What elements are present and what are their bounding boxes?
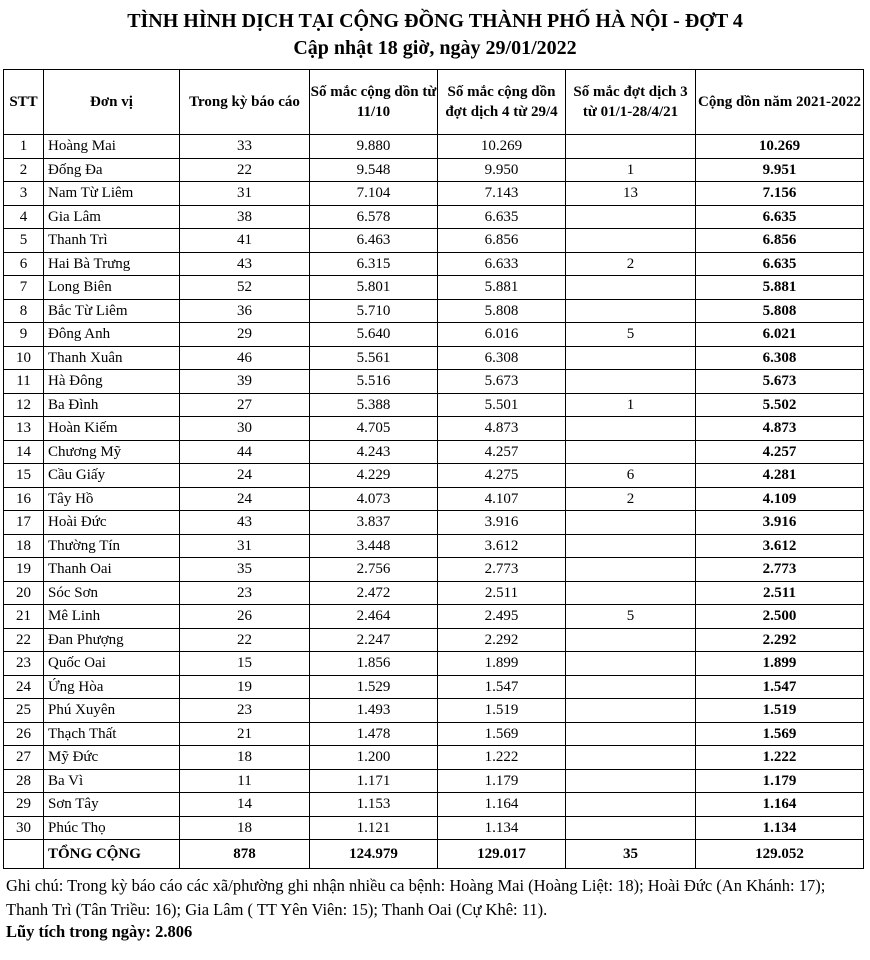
stt-cell: 2 xyxy=(4,158,44,182)
from-11-10-cell: 9.548 xyxy=(310,158,438,182)
in-period-cell: 43 xyxy=(180,252,310,276)
header-wave4: Số mắc cộng dồn đợt dịch 4 từ 29/4 xyxy=(438,70,566,135)
unit-cell: Thanh Xuân xyxy=(44,346,180,370)
page-title: TÌNH HÌNH DỊCH TẠI CỘNG ĐỒNG THÀNH PHỐ HÀ NỘI - ĐỢT 4 xyxy=(127,10,743,32)
from-11-10-cell: 7.104 xyxy=(310,182,438,206)
cumulative-cell: 1.899 xyxy=(696,652,864,676)
in-period-cell: 22 xyxy=(180,628,310,652)
wave3-cell xyxy=(566,699,696,723)
wave3-cell xyxy=(566,652,696,676)
wave3-cell xyxy=(566,558,696,582)
table-row xyxy=(4,205,864,229)
unit-cell: Hoài Đức xyxy=(44,511,180,535)
from-11-10-cell: 5.561 xyxy=(310,346,438,370)
table-row xyxy=(4,135,864,159)
total-row xyxy=(4,840,864,869)
in-period-cell: 36 xyxy=(180,299,310,323)
wave4-cell: 1.179 xyxy=(438,769,566,793)
wave3-cell xyxy=(566,440,696,464)
wave4-cell: 1.164 xyxy=(438,793,566,817)
unit-cell: Đan Phượng xyxy=(44,628,180,652)
stt-cell: 21 xyxy=(4,605,44,629)
from-11-10-cell: 4.243 xyxy=(310,440,438,464)
stt-cell: 23 xyxy=(4,652,44,676)
wave3-cell: 5 xyxy=(566,323,696,347)
in-period-cell: 52 xyxy=(180,276,310,300)
in-period-cell: 11 xyxy=(180,769,310,793)
in-period-cell: 39 xyxy=(180,370,310,394)
in-period-cell: 21 xyxy=(180,722,310,746)
table-row xyxy=(4,417,864,441)
page-subtitle: Cập nhật 18 giờ, ngày 29/01/2022 xyxy=(293,37,577,59)
cumulative-cell: 5.808 xyxy=(696,299,864,323)
table-row xyxy=(4,440,864,464)
wave4-cell: 1.547 xyxy=(438,675,566,699)
wave4-cell: 5.501 xyxy=(438,393,566,417)
daily-total: Lũy tích trong ngày: 2.806 xyxy=(6,922,193,941)
wave4-cell: 1.899 xyxy=(438,652,566,676)
cumulative-cell: 1.569 xyxy=(696,722,864,746)
table-row xyxy=(4,511,864,535)
wave4-cell: 4.257 xyxy=(438,440,566,464)
from-11-10-cell: 9.880 xyxy=(310,135,438,159)
wave4-cell: 3.916 xyxy=(438,511,566,535)
unit-cell: Hai Bà Trưng xyxy=(44,252,180,276)
table-row xyxy=(4,722,864,746)
from-11-10-cell: 1.200 xyxy=(310,746,438,770)
stt-cell: 16 xyxy=(4,487,44,511)
unit-cell: Mỹ Đức xyxy=(44,746,180,770)
header-cumulative: Cộng dồn năm 2021-2022 xyxy=(696,70,864,135)
wave3-cell xyxy=(566,205,696,229)
from-11-10-cell: 5.710 xyxy=(310,299,438,323)
from-11-10-cell: 2.464 xyxy=(310,605,438,629)
cumulative-cell: 1.164 xyxy=(696,793,864,817)
stt-cell: 17 xyxy=(4,511,44,535)
stt-cell: 20 xyxy=(4,581,44,605)
stt-cell: 22 xyxy=(4,628,44,652)
in-period-cell: 18 xyxy=(180,746,310,770)
unit-cell: Tây Hồ xyxy=(44,487,180,511)
cumulative-cell: 4.281 xyxy=(696,464,864,488)
stt-cell: 1 xyxy=(4,135,44,159)
unit-cell: Cầu Giấy xyxy=(44,464,180,488)
table-row xyxy=(4,182,864,206)
unit-cell: Phú Xuyên xyxy=(44,699,180,723)
total-in-period: 878 xyxy=(180,840,310,869)
in-period-cell: 27 xyxy=(180,393,310,417)
in-period-cell: 35 xyxy=(180,558,310,582)
wave4-cell: 5.808 xyxy=(438,299,566,323)
wave3-cell xyxy=(566,299,696,323)
wave4-cell: 6.856 xyxy=(438,229,566,253)
table-row xyxy=(4,675,864,699)
table-row xyxy=(4,793,864,817)
stt-cell: 30 xyxy=(4,816,44,840)
in-period-cell: 44 xyxy=(180,440,310,464)
in-period-cell: 14 xyxy=(180,793,310,817)
wave3-cell: 6 xyxy=(566,464,696,488)
stt-cell: 29 xyxy=(4,793,44,817)
cumulative-cell: 2.511 xyxy=(696,581,864,605)
cumulative-cell: 2.292 xyxy=(696,628,864,652)
total-wave4: 129.017 xyxy=(438,840,566,869)
in-period-cell: 26 xyxy=(180,605,310,629)
wave4-cell: 6.016 xyxy=(438,323,566,347)
cumulative-cell: 1.134 xyxy=(696,816,864,840)
wave4-cell: 4.275 xyxy=(438,464,566,488)
from-11-10-cell: 1.493 xyxy=(310,699,438,723)
in-period-cell: 24 xyxy=(180,487,310,511)
wave4-cell: 3.612 xyxy=(438,534,566,558)
in-period-cell: 29 xyxy=(180,323,310,347)
from-11-10-cell: 5.516 xyxy=(310,370,438,394)
wave3-cell xyxy=(566,276,696,300)
cumulative-cell: 1.519 xyxy=(696,699,864,723)
stt-cell: 25 xyxy=(4,699,44,723)
wave3-cell: 5 xyxy=(566,605,696,629)
stt-cell: 13 xyxy=(4,417,44,441)
cumulative-cell: 6.856 xyxy=(696,229,864,253)
in-period-cell: 23 xyxy=(180,581,310,605)
wave3-cell xyxy=(566,581,696,605)
wave4-cell: 1.569 xyxy=(438,722,566,746)
wave4-cell: 6.308 xyxy=(438,346,566,370)
table-row xyxy=(4,628,864,652)
total-stt-cell xyxy=(4,840,44,869)
wave4-cell: 7.143 xyxy=(438,182,566,206)
wave4-cell: 2.292 xyxy=(438,628,566,652)
wave3-cell xyxy=(566,628,696,652)
total-from-11-10: 124.979 xyxy=(310,840,438,869)
wave4-cell: 5.881 xyxy=(438,276,566,300)
wave3-cell: 1 xyxy=(566,393,696,417)
in-period-cell: 18 xyxy=(180,816,310,840)
unit-cell: Phúc Thọ xyxy=(44,816,180,840)
unit-cell: Bắc Từ Liêm xyxy=(44,299,180,323)
from-11-10-cell: 4.073 xyxy=(310,487,438,511)
wave4-cell: 6.633 xyxy=(438,252,566,276)
in-period-cell: 24 xyxy=(180,464,310,488)
cumulative-cell: 6.308 xyxy=(696,346,864,370)
stt-cell: 24 xyxy=(4,675,44,699)
from-11-10-cell: 1.478 xyxy=(310,722,438,746)
header-wave3: Số mắc đợt dịch 3 từ 01/1-28/4/21 xyxy=(566,70,696,135)
from-11-10-cell: 1.856 xyxy=(310,652,438,676)
cumulative-cell: 5.502 xyxy=(696,393,864,417)
table-row xyxy=(4,346,864,370)
table-row xyxy=(4,652,864,676)
unit-cell: Đống Đa xyxy=(44,158,180,182)
wave4-cell: 2.495 xyxy=(438,605,566,629)
unit-cell: Chương Mỹ xyxy=(44,440,180,464)
in-period-cell: 22 xyxy=(180,158,310,182)
wave3-cell xyxy=(566,370,696,394)
from-11-10-cell: 6.578 xyxy=(310,205,438,229)
wave3-cell xyxy=(566,722,696,746)
stt-cell: 18 xyxy=(4,534,44,558)
wave3-cell xyxy=(566,534,696,558)
in-period-cell: 38 xyxy=(180,205,310,229)
cumulative-cell: 6.635 xyxy=(696,252,864,276)
table-row xyxy=(4,393,864,417)
from-11-10-cell: 4.229 xyxy=(310,464,438,488)
cumulative-cell: 5.881 xyxy=(696,276,864,300)
in-period-cell: 33 xyxy=(180,135,310,159)
cumulative-cell: 9.951 xyxy=(696,158,864,182)
header-in-period: Trong kỳ báo cáo xyxy=(180,70,310,135)
header-stt: STT xyxy=(4,70,44,135)
stt-cell: 4 xyxy=(4,205,44,229)
in-period-cell: 31 xyxy=(180,182,310,206)
wave3-cell: 2 xyxy=(566,487,696,511)
wave3-cell xyxy=(566,346,696,370)
total-label: TỔNG CỘNG xyxy=(44,840,180,869)
unit-cell: Ứng Hòa xyxy=(44,675,180,699)
cumulative-cell: 7.156 xyxy=(696,182,864,206)
unit-cell: Hà Đông xyxy=(44,370,180,394)
unit-cell: Thường Tín xyxy=(44,534,180,558)
table-row xyxy=(4,229,864,253)
table-row xyxy=(4,464,864,488)
in-period-cell: 23 xyxy=(180,699,310,723)
stt-cell: 5 xyxy=(4,229,44,253)
wave3-cell: 1 xyxy=(566,158,696,182)
cumulative-cell: 10.269 xyxy=(696,135,864,159)
cumulative-cell: 3.612 xyxy=(696,534,864,558)
table-row xyxy=(4,558,864,582)
unit-cell: Ba Vì xyxy=(44,769,180,793)
cumulative-cell: 1.547 xyxy=(696,675,864,699)
table-row xyxy=(4,323,864,347)
in-period-cell: 30 xyxy=(180,417,310,441)
unit-cell: Thạch Thất xyxy=(44,722,180,746)
wave3-cell xyxy=(566,816,696,840)
unit-cell: Sóc Sơn xyxy=(44,581,180,605)
unit-cell: Thanh Trì xyxy=(44,229,180,253)
table-header-row xyxy=(4,70,864,135)
from-11-10-cell: 1.171 xyxy=(310,769,438,793)
cumulative-cell: 6.635 xyxy=(696,205,864,229)
table-row xyxy=(4,252,864,276)
stt-cell: 3 xyxy=(4,182,44,206)
from-11-10-cell: 6.315 xyxy=(310,252,438,276)
in-period-cell: 41 xyxy=(180,229,310,253)
wave3-cell xyxy=(566,511,696,535)
from-11-10-cell: 3.448 xyxy=(310,534,438,558)
wave3-cell xyxy=(566,746,696,770)
stt-cell: 9 xyxy=(4,323,44,347)
header-unit: Đơn vị xyxy=(44,70,180,135)
covid-cases-table xyxy=(3,69,864,869)
stt-cell: 6 xyxy=(4,252,44,276)
wave4-cell: 1.222 xyxy=(438,746,566,770)
wave3-cell xyxy=(566,229,696,253)
stt-cell: 26 xyxy=(4,722,44,746)
from-11-10-cell: 1.121 xyxy=(310,816,438,840)
note-text: Ghi chú: Trong kỳ báo cáo các xã/phường ghi nhận nhiều ca bệnh: Hoàng Mai (Hoàng Liệt: 18); Hoài Đức (An Khánh: 17); Thanh Trì (Tân Triều: 16); Gia Lâm ( TT Yên Viên: 15); Thanh Oai (Cự Khê: 11). xyxy=(6,876,826,919)
wave4-cell: 10.269 xyxy=(438,135,566,159)
table-row xyxy=(4,769,864,793)
stt-cell: 15 xyxy=(4,464,44,488)
unit-cell: Sơn Tây xyxy=(44,793,180,817)
table-row xyxy=(4,487,864,511)
wave4-cell: 2.773 xyxy=(438,558,566,582)
unit-cell: Thanh Oai xyxy=(44,558,180,582)
from-11-10-cell: 1.153 xyxy=(310,793,438,817)
table-row xyxy=(4,299,864,323)
from-11-10-cell: 2.472 xyxy=(310,581,438,605)
unit-cell: Đông Anh xyxy=(44,323,180,347)
unit-cell: Nam Từ Liêm xyxy=(44,182,180,206)
table-row xyxy=(4,370,864,394)
cumulative-cell: 6.021 xyxy=(696,323,864,347)
from-11-10-cell: 6.463 xyxy=(310,229,438,253)
wave3-cell xyxy=(566,135,696,159)
in-period-cell: 43 xyxy=(180,511,310,535)
cumulative-cell: 4.109 xyxy=(696,487,864,511)
unit-cell: Long Biên xyxy=(44,276,180,300)
table-row xyxy=(4,816,864,840)
from-11-10-cell: 3.837 xyxy=(310,511,438,535)
unit-cell: Mê Linh xyxy=(44,605,180,629)
in-period-cell: 46 xyxy=(180,346,310,370)
cumulative-cell: 3.916 xyxy=(696,511,864,535)
wave4-cell: 9.950 xyxy=(438,158,566,182)
wave3-cell xyxy=(566,417,696,441)
stt-cell: 8 xyxy=(4,299,44,323)
from-11-10-cell: 2.756 xyxy=(310,558,438,582)
cumulative-cell: 1.222 xyxy=(696,746,864,770)
cumulative-cell: 1.179 xyxy=(696,769,864,793)
unit-cell: Hoàng Mai xyxy=(44,135,180,159)
stt-cell: 7 xyxy=(4,276,44,300)
table-row xyxy=(4,699,864,723)
wave4-cell: 6.635 xyxy=(438,205,566,229)
unit-cell: Gia Lâm xyxy=(44,205,180,229)
from-11-10-cell: 5.640 xyxy=(310,323,438,347)
table-row xyxy=(4,534,864,558)
from-11-10-cell: 1.529 xyxy=(310,675,438,699)
table-row xyxy=(4,746,864,770)
wave3-cell: 13 xyxy=(566,182,696,206)
wave4-cell: 1.519 xyxy=(438,699,566,723)
stt-cell: 14 xyxy=(4,440,44,464)
cumulative-cell: 4.873 xyxy=(696,417,864,441)
wave4-cell: 4.107 xyxy=(438,487,566,511)
unit-cell: Quốc Oai xyxy=(44,652,180,676)
stt-cell: 27 xyxy=(4,746,44,770)
table-row xyxy=(4,605,864,629)
stt-cell: 11 xyxy=(4,370,44,394)
wave4-cell: 5.673 xyxy=(438,370,566,394)
wave4-cell: 2.511 xyxy=(438,581,566,605)
cumulative-cell: 4.257 xyxy=(696,440,864,464)
unit-cell: Hoàn Kiếm xyxy=(44,417,180,441)
table-row xyxy=(4,276,864,300)
wave3-cell xyxy=(566,675,696,699)
in-period-cell: 31 xyxy=(180,534,310,558)
table-row xyxy=(4,158,864,182)
in-period-cell: 19 xyxy=(180,675,310,699)
wave3-cell xyxy=(566,769,696,793)
from-11-10-cell: 2.247 xyxy=(310,628,438,652)
in-period-cell: 15 xyxy=(180,652,310,676)
from-11-10-cell: 5.388 xyxy=(310,393,438,417)
total-cumulative: 129.052 xyxy=(696,840,864,869)
stt-cell: 12 xyxy=(4,393,44,417)
table-row xyxy=(4,581,864,605)
total-wave3: 35 xyxy=(566,840,696,869)
from-11-10-cell: 5.801 xyxy=(310,276,438,300)
stt-cell: 10 xyxy=(4,346,44,370)
stt-cell: 19 xyxy=(4,558,44,582)
cumulative-cell: 2.773 xyxy=(696,558,864,582)
wave4-cell: 1.134 xyxy=(438,816,566,840)
header-from-11-10: Số mắc cộng dồn từ 11/10 xyxy=(310,70,438,135)
wave3-cell xyxy=(566,793,696,817)
cumulative-cell: 2.500 xyxy=(696,605,864,629)
wave3-cell: 2 xyxy=(566,252,696,276)
unit-cell: Ba Đình xyxy=(44,393,180,417)
cumulative-cell: 5.673 xyxy=(696,370,864,394)
stt-cell: 28 xyxy=(4,769,44,793)
wave4-cell: 4.873 xyxy=(438,417,566,441)
from-11-10-cell: 4.705 xyxy=(310,417,438,441)
